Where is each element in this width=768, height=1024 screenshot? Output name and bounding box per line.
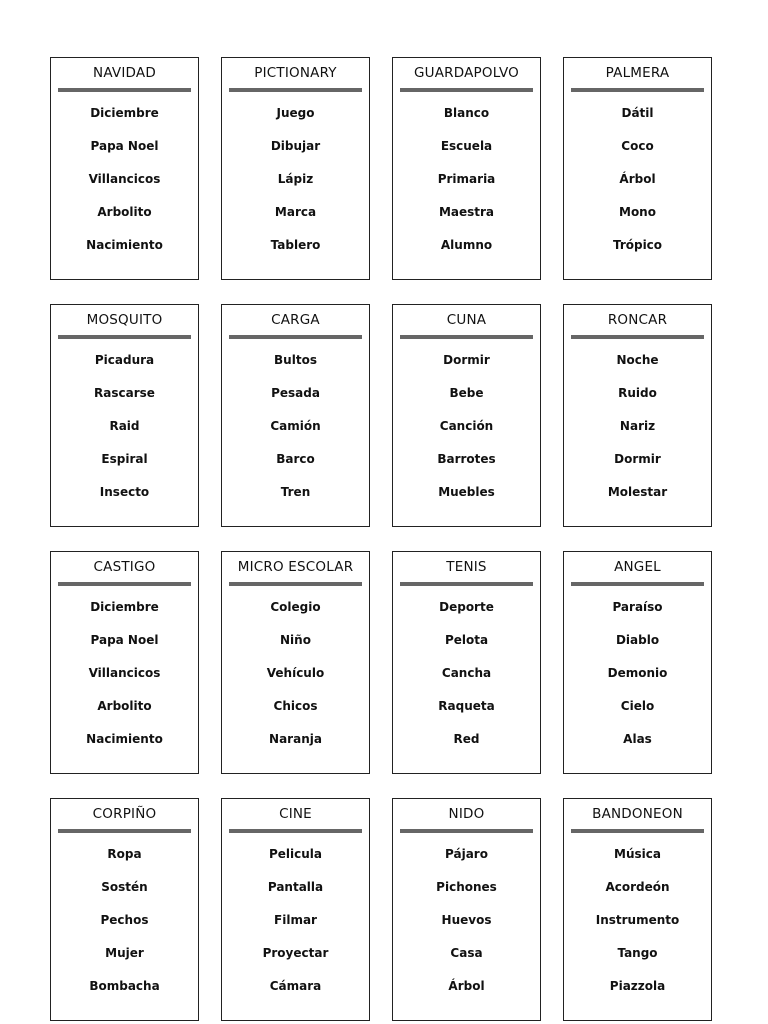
forbidden-word: Arbolito	[97, 205, 152, 219]
forbidden-word: Cancha	[441, 666, 492, 680]
forbidden-word: Picadura	[94, 353, 155, 367]
forbidden-words-list	[51, 102, 198, 267]
forbidden-word: Insecto	[99, 485, 150, 499]
forbidden-word: Raqueta	[438, 699, 495, 713]
card-title: GUARDAPOLVO	[414, 65, 519, 81]
forbidden-word: Pechos	[100, 913, 149, 927]
forbidden-words-list	[393, 349, 540, 514]
forbidden-words-list	[393, 843, 540, 1008]
forbidden-word: Alumno	[440, 238, 493, 252]
forbidden-word: Bebe	[449, 386, 484, 400]
forbidden-word: Marca	[274, 205, 317, 219]
title-divider	[229, 829, 362, 833]
title-divider	[400, 829, 533, 833]
forbidden-word: Dormir	[443, 353, 490, 367]
forbidden-word: Mujer	[105, 946, 144, 960]
forbidden-words-list	[222, 102, 369, 267]
word-card-14	[221, 798, 370, 1021]
forbidden-word: Papa Noel	[90, 633, 159, 647]
forbidden-word: Niño	[280, 633, 311, 647]
forbidden-word: Tango	[617, 946, 658, 960]
forbidden-word: Barco	[276, 452, 315, 466]
forbidden-word: Molestar	[607, 485, 668, 499]
forbidden-word: Dormir	[614, 452, 661, 466]
word-card-7	[392, 304, 541, 527]
forbidden-word: Cielo	[620, 699, 655, 713]
forbidden-word: Arbolito	[97, 699, 152, 713]
forbidden-word: Maestra	[438, 205, 495, 219]
forbidden-word: Rascarse	[94, 386, 155, 400]
title-divider	[400, 335, 533, 339]
card-title: ANGEL	[614, 559, 661, 575]
forbidden-word: Pelota	[444, 633, 489, 647]
forbidden-word: Coco	[621, 139, 654, 153]
forbidden-word: Chicos	[273, 699, 318, 713]
word-card-3	[392, 57, 541, 280]
forbidden-word: Cámara	[269, 979, 322, 993]
forbidden-word: Primaria	[437, 172, 496, 186]
forbidden-words-list	[51, 596, 198, 761]
card-title: RONCAR	[607, 312, 668, 328]
card-grid	[50, 57, 714, 1021]
forbidden-word: Tablero	[270, 238, 321, 252]
forbidden-word: Filmar	[274, 913, 317, 927]
word-card-10	[221, 551, 370, 774]
title-divider	[58, 582, 191, 586]
card-title: NAVIDAD	[93, 65, 156, 81]
word-card-8	[563, 304, 712, 527]
title-divider	[58, 829, 191, 833]
forbidden-word: Muebles	[438, 485, 495, 499]
forbidden-word: Mono	[619, 205, 656, 219]
word-card-2	[221, 57, 370, 280]
forbidden-words-list	[51, 843, 198, 1008]
forbidden-word: Villancicos	[88, 172, 161, 186]
forbidden-word: Árbol	[448, 979, 485, 993]
forbidden-words-list	[564, 349, 711, 514]
forbidden-word: Barrotes	[437, 452, 496, 466]
title-divider	[571, 582, 704, 586]
forbidden-words-list	[51, 349, 198, 514]
forbidden-word: Raid	[109, 419, 140, 433]
card-title: NIDO	[448, 806, 485, 822]
forbidden-word: Sostén	[101, 880, 148, 894]
forbidden-word: Árbol	[619, 172, 656, 186]
forbidden-words-list	[393, 102, 540, 267]
title-divider	[400, 582, 533, 586]
card-title: CUNA	[446, 312, 487, 328]
forbidden-words-list	[222, 596, 369, 761]
forbidden-word: Piazzola	[609, 979, 666, 993]
card-title: PICTIONARY	[254, 65, 337, 81]
forbidden-word: Ruido	[618, 386, 657, 400]
forbidden-word: Casa	[450, 946, 483, 960]
forbidden-word: Diciembre	[90, 600, 159, 614]
title-divider	[571, 829, 704, 833]
forbidden-word: Nacimiento	[86, 238, 163, 252]
forbidden-word: Camión	[270, 419, 321, 433]
word-card-6	[221, 304, 370, 527]
card-title: MOSQUITO	[86, 312, 163, 328]
card-title: CARGA	[271, 312, 320, 328]
forbidden-word: Red	[453, 732, 480, 746]
word-card-4	[563, 57, 712, 280]
word-card-5	[50, 304, 199, 527]
forbidden-word: Proyectar	[262, 946, 329, 960]
forbidden-word: Vehículo	[266, 666, 325, 680]
word-card-1	[50, 57, 199, 280]
forbidden-word: Nacimiento	[86, 732, 163, 746]
forbidden-word: Deporte	[439, 600, 494, 614]
forbidden-word: Ropa	[107, 847, 142, 861]
forbidden-word: Alas	[623, 732, 652, 746]
card-title: MICRO ESCOLAR	[237, 559, 354, 575]
forbidden-word: Nariz	[619, 419, 656, 433]
forbidden-word: Paraíso	[612, 600, 663, 614]
title-divider	[58, 335, 191, 339]
title-divider	[229, 582, 362, 586]
word-card-9	[50, 551, 199, 774]
forbidden-word: Villancicos	[88, 666, 161, 680]
word-card-16	[563, 798, 712, 1021]
word-card-11	[392, 551, 541, 774]
title-divider	[58, 88, 191, 92]
forbidden-word: Bultos	[274, 353, 317, 367]
forbidden-word: Pelicula	[268, 847, 323, 861]
title-divider	[571, 88, 704, 92]
forbidden-word: Juego	[276, 106, 315, 120]
word-card-13	[50, 798, 199, 1021]
forbidden-word: Bombacha	[89, 979, 160, 993]
forbidden-word: Instrumento	[595, 913, 680, 927]
forbidden-word: Canción	[439, 419, 494, 433]
forbidden-word: Música	[614, 847, 661, 861]
card-title: BANDONEON	[592, 806, 683, 822]
forbidden-words-list	[222, 349, 369, 514]
word-card-12	[563, 551, 712, 774]
card-title: CINE	[279, 806, 312, 822]
title-divider	[229, 88, 362, 92]
forbidden-word: Colegio	[270, 600, 321, 614]
forbidden-word: Espiral	[101, 452, 148, 466]
forbidden-word: Noche	[616, 353, 659, 367]
forbidden-word: Huevos	[441, 913, 492, 927]
forbidden-word: Papa Noel	[90, 139, 159, 153]
forbidden-words-list	[393, 596, 540, 761]
forbidden-words-list	[564, 596, 711, 761]
forbidden-word: Naranja	[269, 732, 322, 746]
card-title: CORPIÑO	[92, 806, 157, 822]
title-divider	[229, 335, 362, 339]
forbidden-words-list	[564, 843, 711, 1008]
forbidden-word: Diablo	[615, 633, 660, 647]
forbidden-word: Pájaro	[445, 847, 488, 861]
forbidden-words-list	[564, 102, 711, 267]
forbidden-word: Dibujar	[270, 139, 321, 153]
card-title: CASTIGO	[93, 559, 156, 575]
word-card-15	[392, 798, 541, 1021]
card-title: PALMERA	[605, 65, 670, 81]
forbidden-word: Pesada	[271, 386, 320, 400]
forbidden-word: Demonio	[607, 666, 668, 680]
forbidden-words-list	[222, 843, 369, 1008]
forbidden-word: Pichones	[436, 880, 497, 894]
title-divider	[400, 88, 533, 92]
forbidden-word: Dátil	[621, 106, 654, 120]
forbidden-word: Escuela	[440, 139, 493, 153]
title-divider	[571, 335, 704, 339]
forbidden-word: Blanco	[443, 106, 490, 120]
forbidden-word: Tren	[280, 485, 311, 499]
card-title: TENIS	[446, 559, 487, 575]
forbidden-word: Lápiz	[277, 172, 314, 186]
forbidden-word: Diciembre	[90, 106, 159, 120]
forbidden-word: Pantalla	[267, 880, 324, 894]
forbidden-word: Trópico	[612, 238, 663, 252]
forbidden-word: Acordeón	[605, 880, 670, 894]
